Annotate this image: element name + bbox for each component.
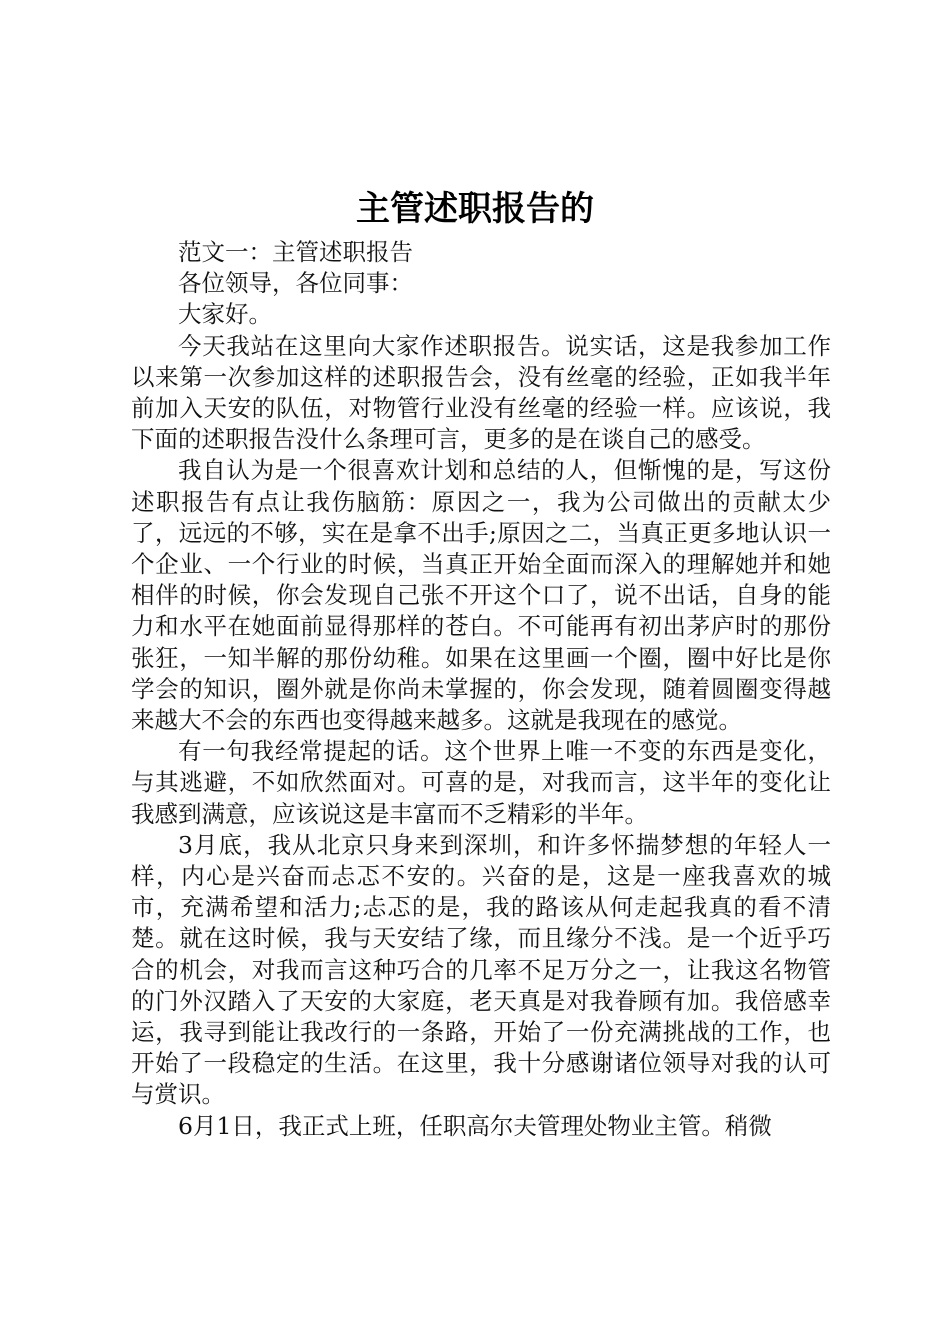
paragraph: 6月1日，我正式上班，任职高尔夫管理处物业主管。稍微 <box>178 1111 772 1140</box>
paragraph: 3月底，我从北京只身来到深圳，和许多怀揣梦想的年轻人一样，内心是兴奋而忐忑不安的。兴奋的是，这是一座我喜欢的城市，充满希望和活力;忐忑的是，我的路该从何走起我真的看不清楚。就在这时候，我与天安结了缘，而且缘分不浅。是一个近乎巧合的机会，对我而言这种巧合的几率不足万分之一，让我这名物管的门外汉踏入了天安的大家庭，老天真是对我眷顾有加。我倍感幸运，我寻到能让我改行的一条路，开始了一份充满挑战的工作，也开始了一段稳定的生活。在这里，我十分感谢诸位领导对我的认可与赏识。 <box>131 830 831 1109</box>
paragraph-heading: 范文一：主管述职报告 <box>178 238 413 266</box>
paragraph-greeting: 大家好。 <box>178 300 272 329</box>
document-body <box>131 237 831 1142</box>
paragraph-salutation: 各位领导，各位同事： <box>178 269 413 298</box>
paragraph: 今天我站在这里向大家作述职报告。说实话，这是我参加工作以来第一次参加这样的述职报告会，没有丝毫的经验，正如我半年前加入天安的队伍，对物管行业没有丝毫的经验一样。应该说，我下面的述职报告没什么条理可言，更多的是在谈自己的感受。 <box>131 331 831 454</box>
paragraph: 有一句我经常提起的话。这个世界上唯一不变的东西是变化，与其逃避，不如欣然面对。可喜的是，对我而言，这半年的变化让我感到满意，应该说这是丰富而不乏精彩的半年。 <box>131 737 831 828</box>
document-title: 主管述职报告的 <box>356 189 594 229</box>
paragraph: 我自认为是一个很喜欢计划和总结的人，但惭愧的是，写这份述职报告有点让我伤脑筋：原因之一，我为公司做出的贡献太少了，远远的不够，实在是拿不出手;原因之二，当真正更多地认识一个企业、一个行业的时候，当真正开始全面而深入的理解她并和她相伴的时候，你会发现自己张不开这个口了，说不出话，自身的能力和水平在她面前显得那样的苍白。不可能再有初出茅庐时的那份张狂，一知半解的那份幼稚。如果在这里画一个圈，圈中好比是你学会的知识，圈外就是你尚未掌握的，你会发现，随着圆圈变得越来越大不会的东西也变得越来越多。这就是我现在的感觉。 <box>131 456 831 735</box>
